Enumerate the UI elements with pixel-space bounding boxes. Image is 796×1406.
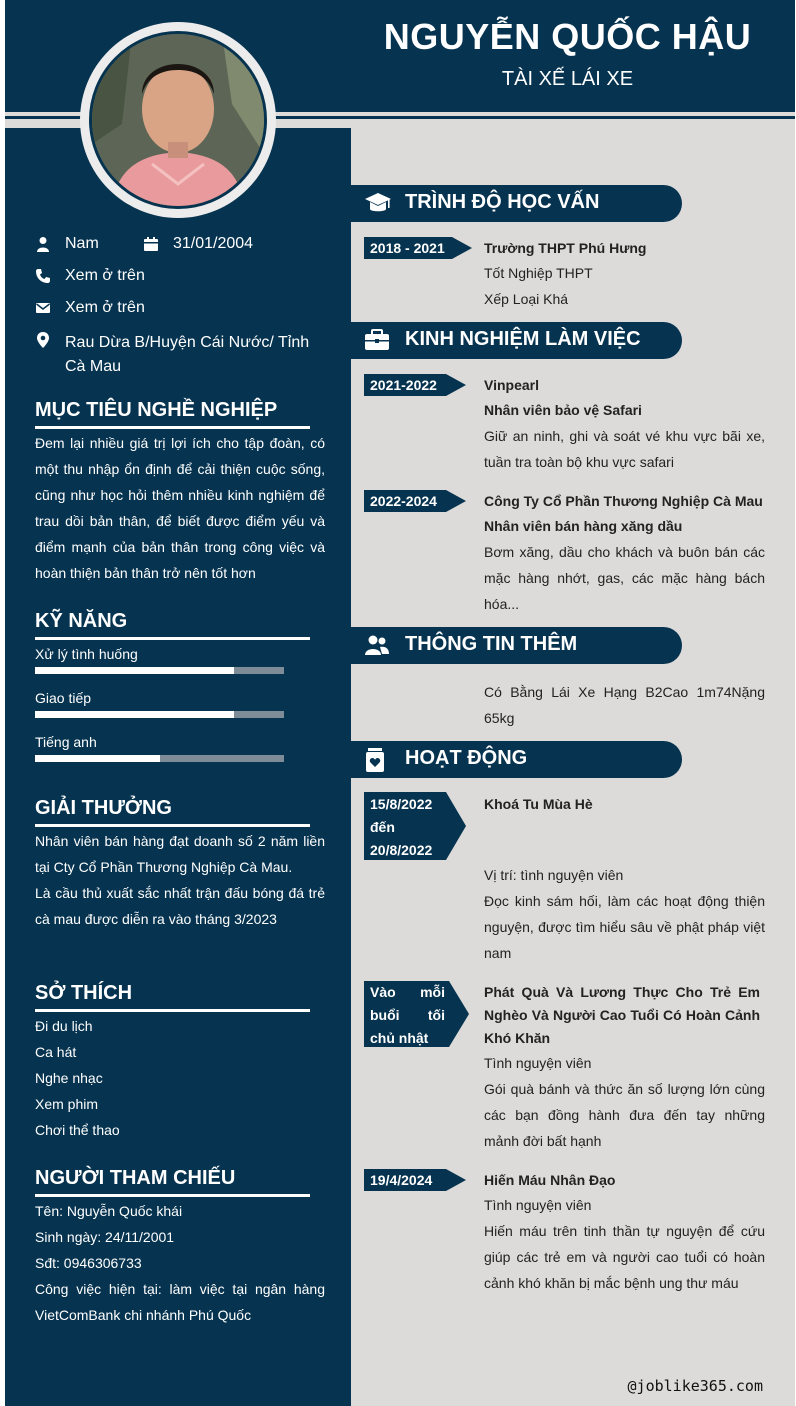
skill-fill [35,711,234,718]
education-heading: TRÌNH ĐỘ HỌC VẤN [405,191,600,213]
experience-position: Nhân viên bảo vệ Safari [484,402,642,418]
activity-description: Hiến máu trên tinh thần tự nguyện để cứu giúp các trẻ em và người cao tuổi có hoàn cảnh khó khăn bị mắc bệnh ung thư máu [484,1223,765,1291]
skill-bar [35,711,284,718]
awards-heading: GIẢI THƯỞNG [35,797,172,819]
skill-label: Giao tiếp [35,690,92,706]
experience-company: Vinpearl [484,377,539,393]
candidate-name: NGUYỄN QUỐC HẬU [383,16,752,57]
hobby-item: Xem phim [35,1096,99,1112]
additional-heading: THÔNG TIN THÊM [405,633,578,655]
skills-rule [35,637,310,640]
activity-title: Khoá Tu Mùa Hè [484,796,593,812]
experience-description: Giữ an ninh, ghi và soát vé khu vực bãi xe, tuần tra toàn bộ khu vực safari [484,428,765,470]
additional-text: Có Bằng Lái Xe Hạng B2Cao 1m74Nặng 65kg [484,684,765,726]
hobby-item: Ca hát [35,1044,77,1060]
activity-title: Phát Quà Và Lương Thực Cho Trẻ Em Nghèo Và Người Cao Tuổi Có Hoàn Cảnh Khó Khăn [484,984,760,1046]
hobby-item: Nghe nhạc [35,1070,103,1086]
avatar [89,31,267,209]
education-period: 2018 - 2021 [364,237,452,259]
phone-icon [35,268,51,284]
references-rule [35,1194,310,1197]
resume-page [5,0,795,1406]
activity-description: Gói quà bánh và thức ăn số lượng lớn cùng các bạn đồng hành đưa đến tay những mảnh đời bất hạnh [484,1081,765,1149]
gender: Nam [65,235,99,252]
job-title: TÀI XẾ LÁI XE [501,68,634,90]
skill-label: Tiếng anh [35,734,97,750]
skill-label: Xử lý tình huống [35,646,138,662]
experience-heading: KINH NGHIỆM LÀM VIỆC [405,328,641,350]
references-heading: NGƯỜI THAM CHIẾU [35,1167,236,1189]
objective-text: Đem lại nhiều giá trị lợi ích cho tập đoàn, có một thu nhập ổn định để cải thiện cuộc sống, cũng như học hỏi thêm nhiều kinh nghiệm để trau dồi bản thân, để biết được điểm yếu và điểm mạnh của bản thân trong công việc và hoàn thiện bản thân trở nên tốt hơn [35,435,325,581]
reference-name: Tên: Nguyễn Quốc khái [35,1203,183,1219]
briefcase-icon [364,328,390,352]
reference-birth: Sinh ngày: 24/11/2001 [35,1229,175,1245]
awards-rule [35,824,310,827]
calendar-icon [143,236,159,252]
skill-bar [35,755,284,762]
hobbies-list [35,1013,120,1143]
education-degree: Tốt Nghiệp THPT [484,265,593,281]
reference-job: Công việc hiện tại: làm việc tại ngân hàng VietComBank chi nhánh Phú Quốc [35,1281,325,1323]
award-item: Là cầu thủ xuất sắc nhất trận đấu bóng đá trẻ cà mau được diễn ra vào tháng 3/2023 [35,885,325,927]
activity-role: Tình nguyện viên [484,1055,592,1071]
education-school: Trường THPT Phú Hưng [484,240,647,256]
additional-heading-bar [351,627,682,664]
awards-text [35,828,325,932]
activity-jar-icon [364,747,386,773]
activity-description: Đọc kinh sám hối, làm các hoạt động thiện nguyện, được tìm hiểu sâu về phật pháp việt nam [484,893,765,961]
experience-description: Bơm xăng, dầu cho khách và buôn bán các mặc hàng nhớt, gas, các mặc hàng bách hóa... [484,544,765,612]
activity-title: Hiến Máu Nhân Đạo [484,1172,616,1188]
hobbies-rule [35,1009,310,1012]
skills-heading: KỸ NĂNG [35,610,128,632]
activity-period: 15/8/2022 đến 20/8/2022 [364,792,446,860]
activity-role: Tình nguyện viên [484,1197,592,1213]
users-icon [364,633,390,657]
phone: Xem ở trên [65,267,145,284]
experience-company: Công Ty Cổ Phần Thương Nghiệp Cà Mau [484,493,763,509]
activity-period: Vào mỗi buổi tối chủ nhật [364,981,449,1047]
skill-fill [35,667,234,674]
hobby-item: Đi du lịch [35,1018,93,1034]
site-watermark: @joblike365.com [627,1377,763,1395]
envelope-icon [35,300,51,316]
experience-period: 2021-2022 [364,374,446,396]
activity-period: 19/4/2024 [364,1169,446,1191]
email: Xem ở trên [65,299,145,316]
birthday: 31/01/2004 [173,235,254,252]
activities-heading-bar [351,741,682,778]
skill-fill [35,755,160,762]
reference-phone: Sđt: 0946306733 [35,1255,142,1271]
activity-role: Vị trí: tình nguyện viên [484,867,624,883]
award-item: Nhân viên bán hàng đạt doanh số 2 năm liền tại Cty Cổ Phần Thương Nghiệp Cà Mau. [35,833,325,875]
hobbies-heading: SỞ THÍCH [35,982,133,1004]
skill-bar [35,667,284,674]
address: Rau Dừa B/Huyện Cái Nước/ Tỉnh Cà Mau [65,334,310,375]
experience-period: 2022-2024 [364,490,446,512]
education-heading-bar [351,185,682,222]
objective-rule [35,426,310,429]
map-pin-icon [35,332,51,348]
experience-position: Nhân viên bán hàng xăng dầu [484,518,683,534]
hobby-item: Chơi thể thao [35,1122,120,1138]
graduation-cap-icon [364,191,392,217]
references-text [35,1198,325,1328]
education-rank: Xếp Loại Khá [484,291,569,307]
objective-heading: MỤC TIÊU NGHỀ NGHIỆP [35,399,278,421]
user-icon [35,236,51,252]
activities-heading: HOẠT ĐỘNG [405,747,528,769]
experience-heading-bar [351,322,682,359]
